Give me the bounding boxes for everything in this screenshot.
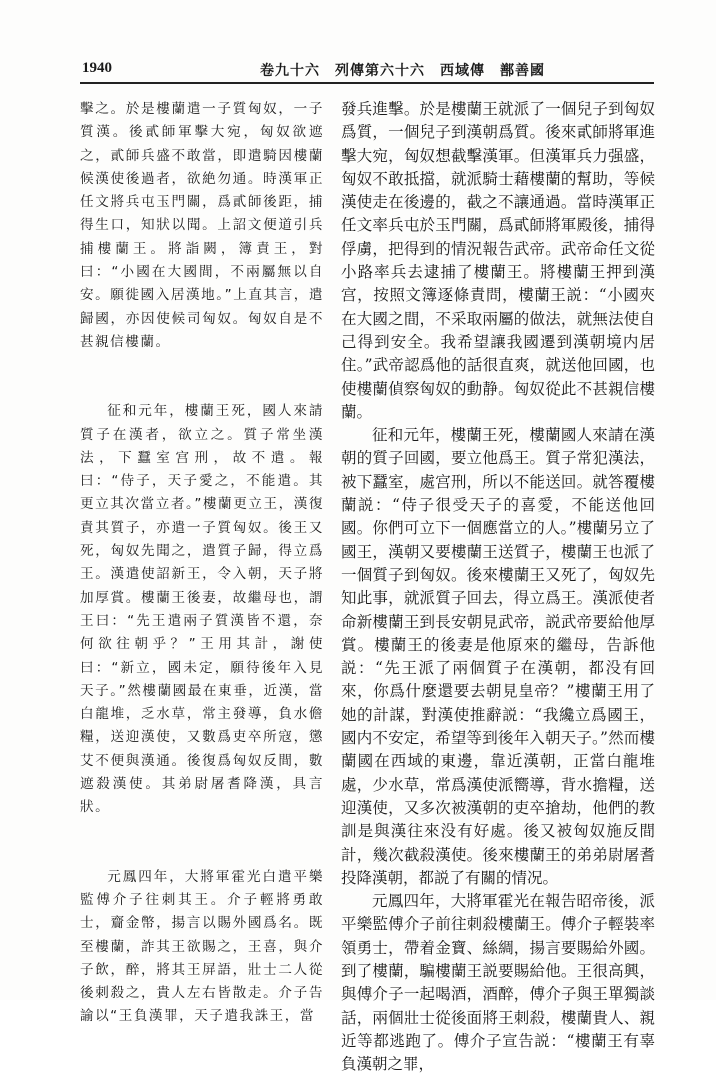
classical-text-column xyxy=(80,98,324,1029)
modern-paragraph-2: 征和元年，樓蘭王死，樓蘭國人來請在漢朝的質子回國，要立他爲王。質子常犯漢法，被下蠶室，處宫刑，所以不能送回。就答覆樓蘭説：“侍子很受天子的喜愛，不能送他回國。你們可立下一個應當立的人。”樓蘭另立了國王，漢朝又要樓蘭王送質子，樓蘭王也派了一個質子到匈奴。後來樓蘭王又死了，匈奴先知此事，就派質子回去，得立爲王。漢派使者命新樓蘭王到長安朝見武帝，説武帝要給他厚賞。樓蘭王的後妻是他原來的繼母，告訴他説：“先王派了兩個質子在漢朝，都没有回來，你爲什麼還要去朝見皇帝？”樓蘭王用了她的計謀，對漢使推辭説：“我纔立爲國王，國内不安定，希望等到後年入朝天子。”然而樓蘭國在西域的東邊，靠近漢朝，正當白龍堆處，少水草，常爲漢使派嚮導，背水擔糧，送迎漢使，又多次被漢朝的吏卒搶劫，他們的教訓是與漢往來没有好處。後又被匈奴施反間計，幾次截殺漢使。後來樓蘭王的弟弟尉屠耆投降漢朝，都説了有關的情况。 xyxy=(341,426,655,887)
paragraph-gap xyxy=(80,354,324,400)
classical-paragraph-2: 征和元年，樓蘭王死，國人來請質子在漢者，欲立之。質子常坐漢法，下蠶室宫刑，故不遣。報曰：“侍子，天子愛之，不能遣。其更立其次當立者。”樓蘭更立王，漢復責其質子，亦遣一子質匈奴。後王又死，匈奴先聞之，遣質子歸，得立爲王。漢遣使詔新王，令入朝，天子將加厚賞。樓蘭王後妻，故繼母也，謂王曰：“先王遣兩子質漢皆不還，奈何欲往朝乎？”王用其計，謝使曰：“新立，國未定，願待後年入見天子。”然樓蘭國最在東垂，近漢，當白龍堆，乏水草，常主發導，負水儋糧，送迎漢使，又數爲吏卒所寇，懲艾不便與漢通。後復爲匈奴反間，數遮殺漢使。其弟尉屠耆降漢，具言狀。 xyxy=(80,403,324,816)
paragraph-gap xyxy=(80,820,324,866)
page-number: 1940 xyxy=(82,60,112,76)
running-header xyxy=(80,56,654,84)
modern-paragraph-3: 元鳳四年，大將軍霍光在報告昭帝後，派平樂監傅介子前往刺殺樓蘭王。傅介子輕裝率領勇士，帶着金寶、絲綢，揚言要賜給外國。到了樓蘭，騙樓蘭王説要賜給他。王很高興，與傅介子一起喝酒，酒醉，傅介子與王單獨談話，兩個壯士從後面將王刺殺，樓蘭貴人、親近等都逃跑了。傅介子宣告説：“樓蘭王有辜負漢朝之罪， xyxy=(341,892,655,1074)
classical-paragraph-1: 擊之。於是樓蘭遣一子質匈奴，一子質漢。後貳師軍擊大宛，匈奴欲遮之，貳師兵盛不敢當，即遣騎因樓蘭候漢使後過者，欲絶勿通。時漢軍正任文將兵屯玉門關，爲貳師後距，捕得生口，知狀以聞。上詔文便道引兵捕樓蘭王。將詣闕，簿責王，對曰：“小國在大國間，不兩屬無以自安。願徙國入居漢地。”上直其言，遣歸國，亦因使候司匈奴。匈奴自是不甚親信樓蘭。 xyxy=(80,101,324,350)
modern-translation-column xyxy=(341,98,655,1076)
chapter-title: 卷九十六 列傳第六十六 西域傳 鄯善國 xyxy=(260,63,545,79)
modern-paragraph-1: 發兵進擊。於是樓蘭王就派了一個兒子到匈奴爲質，一個兒子到漢朝爲質。後來貳師將軍進擊大宛，匈奴想截擊漢軍。但漢軍兵力强盛，匈奴不敢抵擋，就派騎士藉樓蘭的幫助，等候漢使走在後邊的，截之不讓通過。當時漢軍正任文率兵屯於玉門關，爲貳師將軍殿後，捕得俘虜，把得到的情況報告武帝。武帝命任文從小路率兵去逮捕了樓蘭王。將樓蘭王押到漢宫，按照文簿逐條責問，樓蘭王説：“小國夾在大國之間，不采取兩屬的做法，就無法使自己得到安全。我希望讓我國遷到漢朝境内居住。”武帝認爲他的話很直爽，就送他回國，也使樓蘭偵察匈奴的動静。匈奴從此不甚親信樓蘭。 xyxy=(341,100,655,421)
classical-paragraph-3: 元鳳四年，大將軍霍光白遣平樂監傅介子往刺其王。介子輕將勇敢士，齎金幣，揚言以賜外國爲名。既至樓蘭，詐其王欲賜之，王喜，與介子飲，醉，將其王屏語，壯士二人從後刺殺之，貴人左右皆散走。介子告諭以“王負漢罪，天子遣我誅王，當 xyxy=(80,868,324,1025)
